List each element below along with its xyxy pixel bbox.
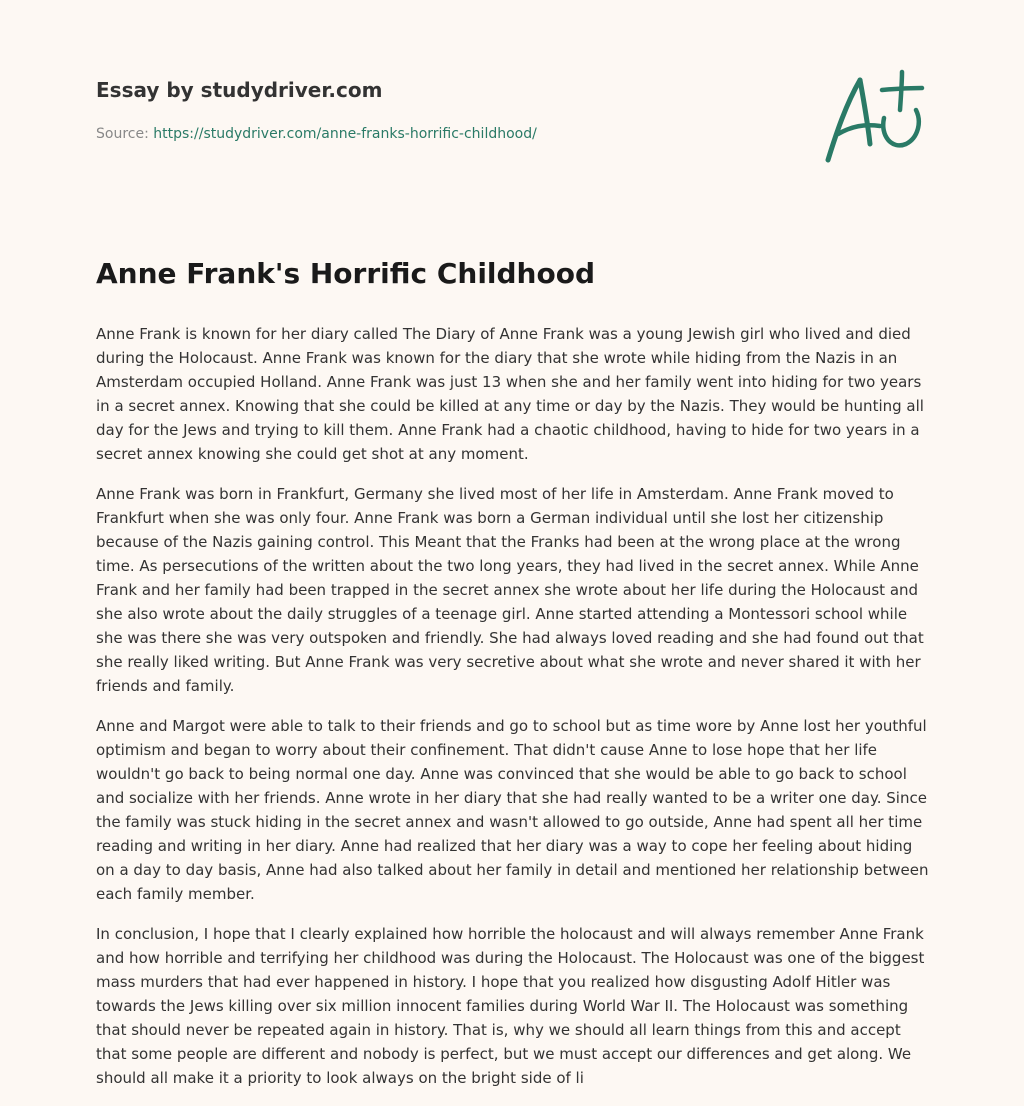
paragraph-list xyxy=(96,322,930,1090)
document-body xyxy=(96,252,930,1106)
source-label: Source: xyxy=(96,126,154,142)
paragraph: Anne Frank was born in Frankfurt, Germany she lived most of her life in Amsterdam. Anne Frank moved to Frankfurt when she was only four. Anne Frank was born a German individual until she lost her citizenship because of the Nazis gaining control. This Meant that the Franks had been at the wrong place at the wrong time. As persecutions of the written about the two long years, they had lived in the secret annex. While Anne Frank and her family had been trapped in the secret annex she wrote about her life during the Holocaust and she also wrote about the daily struggles of a teenage girl. Anne started attending a Montessori school while she was there she was very outspoken and friendly. She had always loved reading and she had found out that she really liked writing. But Anne Frank was very secretive about what she wrote and never shared it with her friends and family. xyxy=(96,485,924,695)
source-line xyxy=(96,124,928,144)
page-header xyxy=(96,76,928,144)
paragraph: Anne Frank is known for her diary called The Diary of Anne Frank was a young Jewish girl who lived and died during the Holocaust. Anne Frank was known for the diary that she wrote while hiding from the Nazis in an Amsterdam occupied Holland. Anne Frank was just 13 when she and her family went into hiding for two years in a secret annex. Knowing that she could be killed at any time or day by the Nazis. They would be hunting all day for the Jews and trying to kill them. Anne Frank had a chaotic childhood, having to hide for two years in a secret annex knowing she could get shot at any moment. xyxy=(96,325,924,463)
site-title: Essay by studydriver.com xyxy=(96,78,383,102)
source-link[interactable]: https://studydriver.com/anne-franks-horrific-childhood/ xyxy=(153,126,537,142)
document-title: Anne Frank's Horrific Childhood xyxy=(96,257,596,290)
paragraph: In conclusion, I hope that I clearly explained how horrible the holocaust and will always remember Anne Frank and how horrible and terrifying her childhood was during the Holocaust. The Holocaust was one of the biggest mass murders that had ever happened in history. I hope that you realized how disgusting Adolf Hitler was towards the Jews killing over six million innocent families during World War II. The Holocaust was something that should never be repeated again in history. That is, why we should all learn things from this and accept that some people are different and nobody is perfect, but we must accept our differences and get along. We should all make it a priority to look always on the bright side of li xyxy=(96,925,925,1087)
a-plus-logo-icon xyxy=(818,68,930,164)
paragraph: Anne and Margot were able to talk to their friends and go to school but as time wore by Anne lost her youthful optimism and began to worry about their confinement. That didn't cause Anne to lose hope that her life wouldn't go back to being normal one day. Anne was convinced that she would be able to go back to school and socialize with her friends. Anne wrote in her diary that she had really wanted to be a writer one day. Since the family was stuck hiding in the secret annex and wasn't allowed to go outside, Anne had spent all her time reading and writing in her diary. Anne had realized that her diary was a way to cope her feeling about hiding on a day to day basis, Anne had also talked about her family in detail and mentioned her relationship between each family member. xyxy=(96,717,929,903)
